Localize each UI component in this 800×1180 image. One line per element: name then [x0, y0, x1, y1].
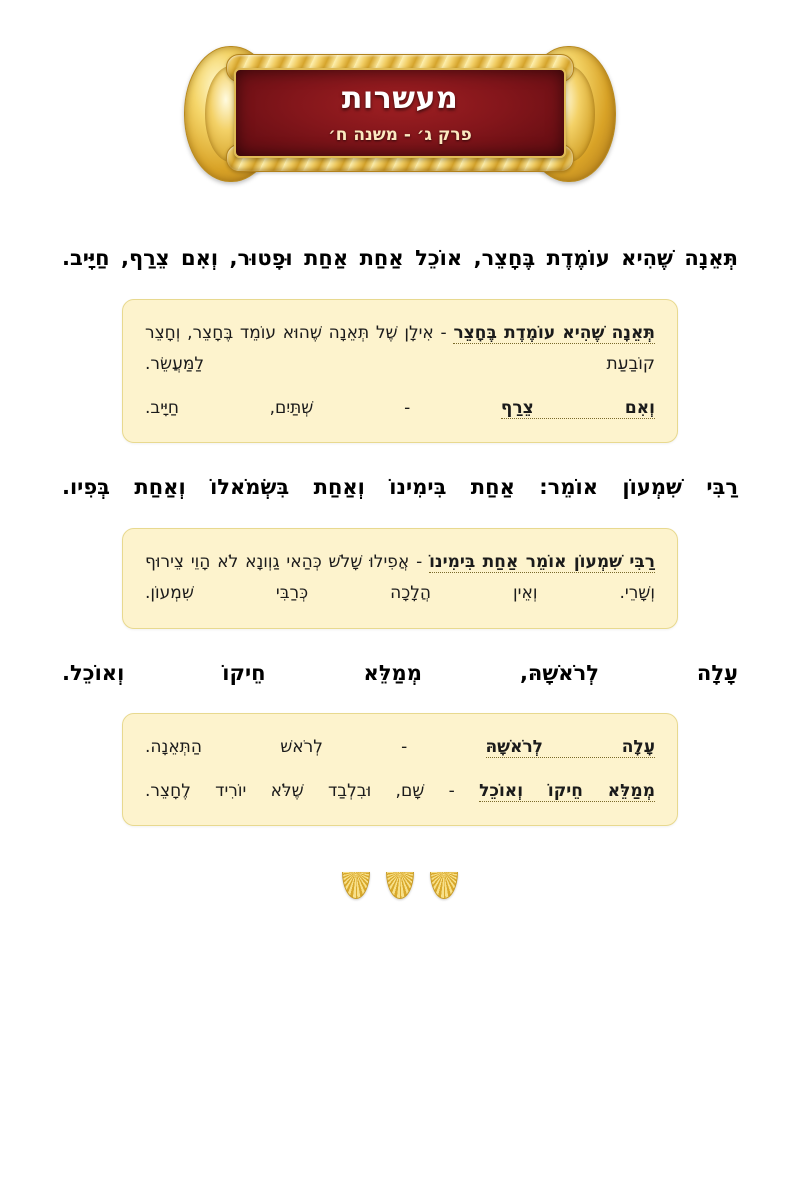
commentary-body: - אִילָן שֶׁל תְּאֵנָה שֶׁהוּא עוֹמֵד בֶּחָצֵר, וְחָצֵר קוֹבַעַת לַמַּעֲשֵׂר. — [145, 322, 655, 375]
banner-container — [0, 0, 800, 188]
banner-plate — [234, 68, 566, 158]
page-title: מעשרות — [341, 81, 459, 116]
commentary-body: - שְׁתַּיִם, חַיָּיב. — [145, 397, 501, 418]
footer-ornament — [0, 872, 800, 899]
shell-icon — [430, 872, 458, 899]
title-banner — [190, 38, 610, 188]
commentary-body: - אֲפִילוּ שָׁלֹשׁ כְּהַאי גַוְונָא לֹא הָוֵי צֵירוּף וְשָׁרֵי. וְאֵין הֲלָכָה כְּרַבִּי שִׁמְעוֹן. — [145, 551, 655, 604]
mishnah-text: עָלָה לְרֹאשָׁהּ, מְמַלֵּא חֵיקוֹ וְאוֹכֵל. — [62, 660, 738, 685]
shell-icon — [342, 872, 370, 899]
dibur-hamatchil: וְאִם צֵרַף — [500, 397, 655, 418]
dibur-hamatchil: תְּאֵנָה שֶׁהִיא עוֹמֶדֶת בֶּחָצֵר — [453, 322, 655, 343]
page-subtitle: פרק ג׳ - משנה ח׳ — [328, 125, 472, 145]
content — [0, 188, 800, 826]
commentary-box — [122, 713, 678, 826]
commentary-paragraph — [145, 393, 655, 424]
commentary-paragraph — [145, 318, 655, 381]
dibur-hamatchil: רַבִּי שִׁמְעוֹן אוֹמֵר אַחַת בִּימִינוֹ — [429, 551, 655, 572]
commentary-box — [122, 528, 678, 629]
dibur-hamatchil: עָלָה לְרֹאשָׁהּ — [485, 737, 655, 758]
commentary-box — [122, 299, 678, 443]
mishnah-text: רַבִּי שִׁמְעוֹן אוֹמֵר: אַחַת בִּימִינוֹ וְאַחַת בִּשְׂמֹאלוֹ וְאַחַת בְּפִיו. — [62, 475, 738, 500]
commentary-body: - לְרֹאשׁ הַתְּאֵנָה. — [145, 737, 486, 758]
dibur-hamatchil: מְמַלֵּא חֵיקוֹ וְאוֹכֵל — [479, 780, 655, 801]
commentary-paragraph — [145, 732, 655, 763]
commentary-paragraph — [145, 776, 655, 807]
commentary-paragraph — [145, 547, 655, 610]
shell-icon — [386, 872, 414, 899]
mishnah-text: תְּאֵנָה שֶׁהִיא עוֹמֶדֶת בֶּחָצֵר, אוֹכֵל אַחַת אַחַת וּפָטוּר, וְאִם צֵרַף, חַיָּיב. — [62, 246, 738, 270]
commentary-body: - שָׁם, וּבִלְבַד שֶׁלֹּא יוֹרִיד לֶחָצֵר. — [145, 780, 480, 801]
